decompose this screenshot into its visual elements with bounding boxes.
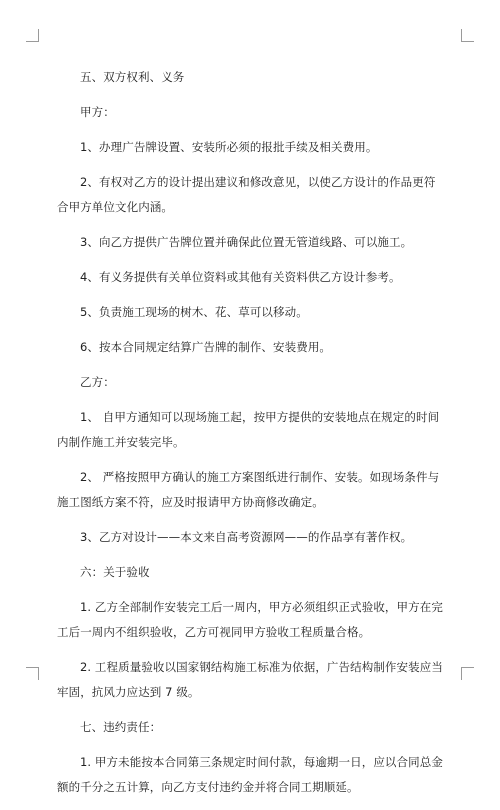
party-b-clause-2: 2、 严格按照甲方确认的施工方案图纸进行制作、安装。如现场条件与施工图纸方案不符，应及时报请甲方协商修改确定。 (57, 470, 440, 509)
party-a-clause-2: 2、有权对乙方的设计提出建议和修改意见，以使乙方设计的作品更符合甲方单位文化内涵。 (57, 175, 436, 214)
section-heading-liability: 七、违约责任： (80, 720, 162, 734)
party-a-clause-1: 1、办理广告牌设置、安装所必须的报批手续及相关费用。 (80, 140, 378, 154)
crop-mark-top-right (461, 29, 474, 42)
section-heading-rights: 五、双方权利、义务 (80, 70, 185, 84)
party-a-heading: 甲方： (80, 105, 115, 119)
party-b-clause-3: 3、乙方对设计——本文来自高考资源网——的作品享有著作权。 (80, 530, 413, 544)
acceptance-clause-2: 2. 工程质量验收以国家钢结构施工标准为依据，广告结构制作安装应当牢固，抗风力应达到 7 级。 (57, 660, 443, 699)
party-b-heading: 乙方： (80, 375, 115, 389)
section-heading-acceptance: 六：关于验收 (80, 565, 150, 579)
crop-mark-bottom-left (26, 667, 39, 680)
document-body (57, 65, 443, 810)
crop-mark-bottom-right (461, 667, 474, 680)
liability-clause-1: 1. 甲方未能按本合同第三条规定时间付款，每逾期一日，应以合同总金额的千分之五计算，向乙方支付违约金并将合同工期顺延。 (57, 755, 443, 794)
party-a-clause-4: 4、有义务提供有关单位资料或其他有关资料供乙方设计参考。 (80, 270, 401, 284)
party-a-clause-5: 5、负责施工现场的树木、花、草可以移动。 (80, 305, 308, 319)
party-b-clause-1: 1、 自甲方通知可以现场施工起，按甲方提供的安装地点在规定的时间内制作施工并安装完毕。 (57, 410, 440, 449)
party-a-clause-6: 6、按本合同规定结算广告牌的制作、安装费用。 (80, 340, 332, 354)
acceptance-clause-1: 1. 乙方全部制作安装完工后一周内，甲方必须组织正式验收，甲方在完工后一周内不组织验收，乙方可视同甲方验收工程质量合格。 (57, 600, 443, 639)
party-a-clause-3: 3、向乙方提供广告牌位置并确保此位置无管道线路、可以施工。 (80, 235, 413, 249)
crop-mark-top-left (26, 29, 39, 42)
